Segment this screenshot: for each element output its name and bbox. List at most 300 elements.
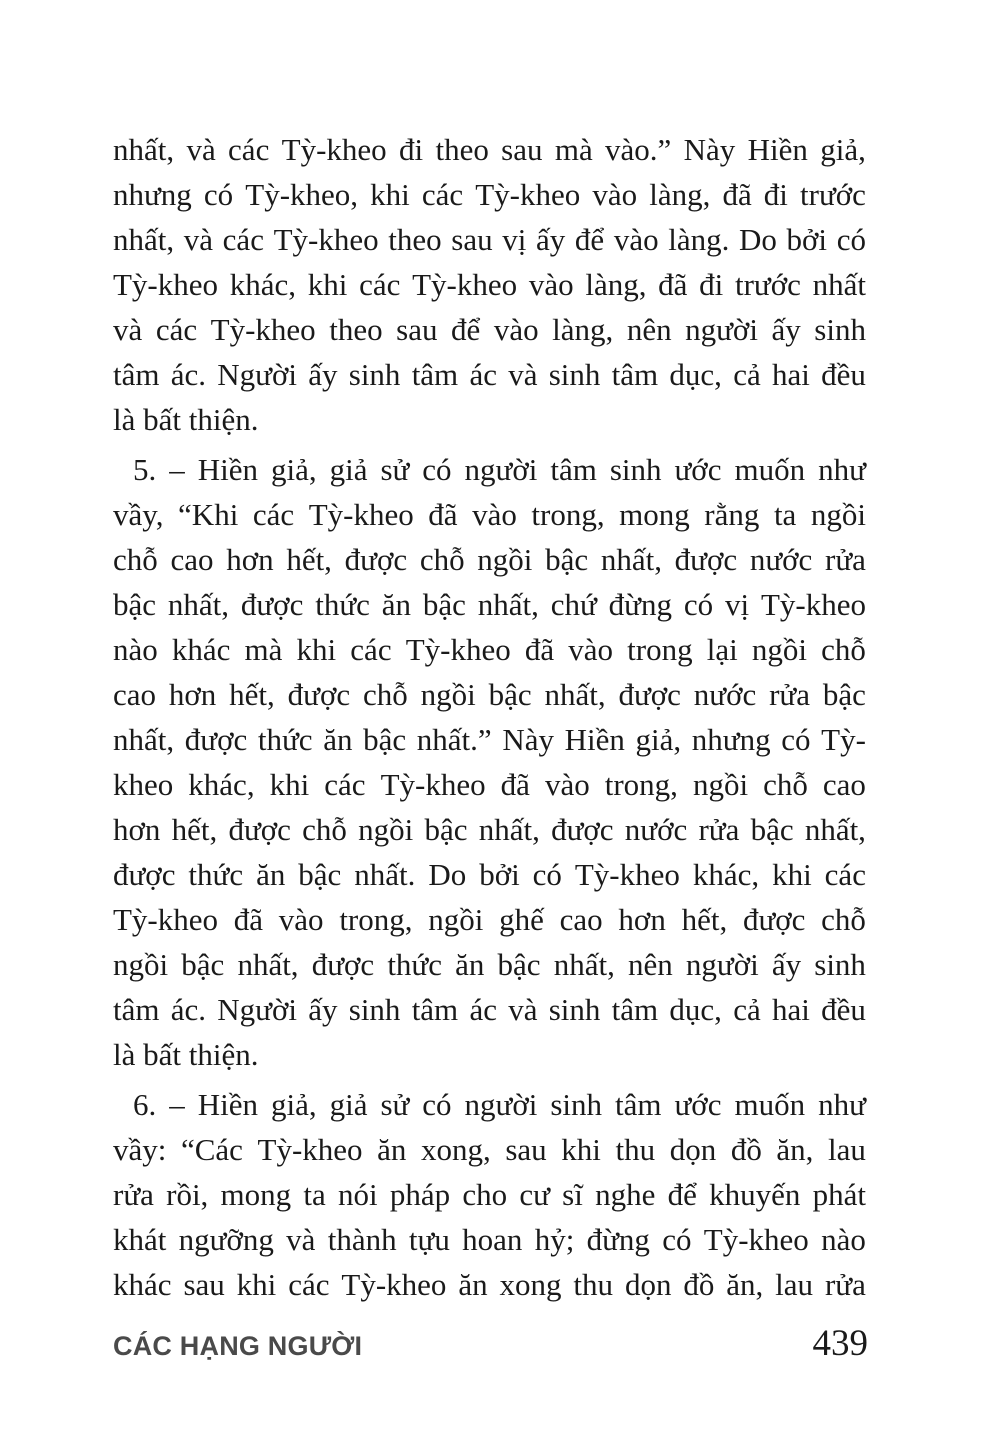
word: các [824,857,866,892]
text-line [113,1217,866,1262]
word: khác, [692,857,760,892]
word: đã [722,177,752,212]
text-line [113,807,866,852]
text-line [113,627,866,672]
word: hoan [462,1222,523,1257]
word: Này [683,132,736,167]
paragraph-section-6 [113,1082,866,1307]
word: sinh [609,452,662,487]
word: trong [627,632,693,667]
word: đã [524,632,555,667]
word: để [451,312,481,347]
word: khi [307,267,348,302]
word: làng. [668,222,730,257]
word: rửa [113,1177,154,1212]
word: nghe [595,1177,656,1212]
word: Tỳ-kheo [113,902,219,937]
word: có [422,1087,452,1122]
word: ăn [455,947,485,982]
word: rửa [825,542,866,577]
word: cư [519,1177,550,1212]
word: vầy, [113,497,164,532]
word: cả [733,357,761,392]
word: ác [469,357,497,392]
word: có [836,222,866,257]
word: Này [502,722,554,757]
word: khi [296,632,337,667]
word: nhất, [237,947,299,982]
word: đừng [608,587,672,622]
word: các [155,312,198,347]
word: giả [329,452,368,487]
word: nhất, [804,812,866,847]
text-line [113,987,866,1032]
word: nước [693,677,757,712]
word: trước [800,177,866,212]
word: đã [658,267,688,302]
word: Tỳ-kheo, [245,177,359,212]
word: Hiền [747,132,808,167]
word: vào [592,177,638,212]
word: dọn [624,1267,672,1302]
word: vào [544,767,590,802]
word: vào [278,902,324,937]
word: chỗ [419,542,465,577]
word: nhất, [113,132,175,167]
word: đã [428,497,458,532]
word: tâm [411,357,459,392]
word: ấy [771,947,802,982]
word: pháp [389,1177,451,1212]
word: nhất, [553,947,615,982]
word: xong, [421,1132,491,1167]
word: rửa [824,1267,866,1302]
word: nhất. [354,857,416,892]
text-line [113,1172,866,1217]
word: ngồi [113,947,169,982]
word: hơn [226,542,274,577]
word: Hiền [197,452,258,487]
text-line [113,447,866,492]
word: Tỳ-kheo [257,1132,363,1167]
word: người [685,312,758,347]
word: tâm [550,452,597,487]
word: cao [559,902,603,937]
word: đã [500,767,530,802]
word: người [464,452,538,487]
word: và [286,1222,316,1257]
word: 6. [133,1087,157,1122]
word: các [228,132,270,167]
word: bởi [479,857,520,892]
word: nào [113,632,158,667]
text-line [113,1082,866,1127]
word: 5. [133,452,157,487]
word: đi [399,132,424,167]
word: vào.” [605,132,672,167]
word: nói [338,1177,378,1212]
word: vào [472,497,517,532]
word: đồ [730,1132,762,1167]
word: nhất, [113,722,175,757]
text-line [113,582,866,627]
word: như [818,1087,866,1122]
word: sau [505,1132,547,1167]
word: Tỳ-kheo [308,497,414,532]
word: thu [615,1132,656,1167]
word: đều [821,357,866,392]
word: Hiền [197,1087,258,1122]
word: rằng [704,497,760,532]
word: mong [220,1177,292,1212]
word: nhất, [600,542,662,577]
word: Tỳ-kheo [412,267,518,302]
word: có [683,587,714,622]
word: Tỳ-kheo [341,1267,447,1302]
word: sử [380,452,410,487]
word: chỗ [302,812,347,847]
word: được [344,542,408,577]
word: ta [773,497,797,532]
text-line [113,897,866,942]
word: hai [771,992,810,1027]
word: tựu [408,1222,450,1257]
word: rửa [698,812,740,847]
word: nên [626,312,672,347]
word: nhất, [544,677,606,712]
word: bậc [181,947,225,982]
word: làng, [552,312,614,347]
word: mà [244,632,283,667]
word: ấy [308,992,338,1027]
word: và [508,992,538,1027]
word: được [618,677,681,712]
word: bậc [497,947,541,982]
word: trước [735,267,801,302]
word: ngồi [692,767,749,802]
word: theo [388,222,442,257]
word: Tỳ-kheo [475,177,581,212]
page-footer [113,1322,868,1364]
word: được [184,722,248,757]
word: ngồi [810,497,866,532]
word: bậc [750,812,794,847]
word: rửa [769,677,810,712]
word: để [574,222,605,257]
word: nhất, [113,222,175,257]
word: khác, [229,267,297,302]
text-line [113,672,866,717]
word: hỷ; [534,1222,575,1257]
word: các [359,267,401,302]
word: được [287,677,351,712]
word: sử [380,1087,410,1122]
word: để [667,1177,697,1212]
word: khác [171,632,231,667]
word: sinh [348,357,401,392]
word: thu [573,1267,614,1302]
paragraph-continuation [113,127,866,442]
word: và [508,357,538,392]
word: hết, [681,902,728,937]
word: vào [568,632,614,667]
word: tâm [411,992,459,1027]
word: khi [772,857,812,892]
word: Tỳ-kheo [760,587,866,622]
word: được [551,812,614,847]
text-line [113,127,866,172]
word: được [113,857,176,892]
word: có [422,452,452,487]
word: thức [257,722,313,757]
word: vị [502,222,527,257]
word: bậc [424,812,468,847]
word: mong [619,497,690,532]
word: hai [771,357,810,392]
word: thức [315,587,370,622]
word: khi [370,177,410,212]
word: chứ [550,587,597,622]
word: ăn [458,1267,488,1302]
word: bậc [363,722,407,757]
word: ăn, [726,1267,764,1302]
word: dục, [669,992,722,1027]
word: Tỳ-kheo [113,267,219,302]
word: đi [763,177,788,212]
word: được [311,947,375,982]
word: bậc [113,587,157,622]
word: ước [674,1087,722,1122]
word: bởi [786,222,828,257]
word: tâm [611,357,659,392]
text-line [113,492,866,537]
word: Tỳ-kheo [273,222,379,257]
word: có [203,177,234,212]
word: Người [217,992,297,1027]
word: chỗ [113,542,158,577]
word: Tỳ-kheo [405,632,511,667]
text-line [113,1127,866,1172]
word: Tỳ- [821,722,866,757]
word: bậc [822,677,866,712]
word: nên [627,947,673,982]
word: Tỳ-kheo [574,857,680,892]
word: được [240,587,304,622]
word: tâm [113,992,160,1027]
word: hết, [229,677,275,712]
word: ăn [381,587,412,622]
text-line [113,307,866,352]
word: đồ [683,1267,715,1302]
word: trong, [604,767,678,802]
word: khi [561,1132,601,1167]
word: cao [170,542,214,577]
word: và [113,312,143,347]
text-line [113,172,866,217]
word: nào [821,1222,866,1257]
word: ngồi [751,632,807,667]
word: tâm [615,1087,662,1122]
word: nước [624,812,688,847]
word: giả [329,1087,368,1122]
word: sau [396,312,438,347]
word: muốn [734,452,806,487]
word: vào [493,312,539,347]
word: đều [821,992,866,1027]
word: hết, [286,542,332,577]
word: ăn [323,722,353,757]
word: ta [303,1177,326,1212]
word: Do [428,857,467,892]
word: chỗ [821,902,866,937]
word: sinh [550,1087,603,1122]
word: nhất.” [416,722,492,757]
word: khuyến [709,1177,801,1212]
word: ấy [771,312,801,347]
word: ăn [377,1132,407,1167]
word: bậc [488,677,532,712]
word: sau [183,1267,225,1302]
word: Tỳ-kheo [210,312,316,347]
word: ăn [256,857,286,892]
word: và [183,222,214,257]
word: ngưỡng [178,1222,274,1257]
word: “Các [180,1132,243,1167]
word: muốn [734,1087,806,1122]
word: giả, [635,722,682,757]
word: người [685,947,759,982]
word: Tỳ-kheo [281,132,387,167]
word: giả, [270,1087,317,1122]
word: Tỳ-kheo [703,1222,809,1257]
word: nhất, [167,587,230,622]
word: ác [469,992,497,1027]
word: đã [233,902,264,937]
word: ấy [536,222,566,257]
paragraph-section-5 [113,447,866,1077]
word: đi [699,267,724,302]
word: Người [217,357,297,392]
word: dọn [669,1132,717,1167]
word: thành [327,1222,397,1257]
word: vào [528,267,574,302]
word: ăn, [776,1132,814,1167]
word: sinh [548,357,601,392]
word: ghế [499,902,544,937]
running-title: CÁC HẠNG NGƯỜI [113,1331,363,1361]
word: khát [113,1222,167,1257]
word: sinh [814,947,866,982]
word: vầy: [113,1132,167,1167]
word: cho [462,1177,508,1212]
word: trong, [339,902,413,937]
word: ác. [170,992,207,1027]
word: bậc [422,587,466,622]
word: “Khi [178,497,239,532]
word: cao [113,677,157,712]
word: đừng [586,1222,650,1257]
word: cả [733,992,761,1027]
word: hơn [168,677,217,712]
word: ấy [308,357,338,392]
word: sau [451,222,493,257]
text-block [113,127,866,1312]
word: tâm [113,357,160,392]
word: chỗ [821,632,866,667]
word: khi [236,1267,277,1302]
word: rồi, [166,1177,209,1212]
word: như [818,452,866,487]
word: nhất, [478,812,540,847]
word: Do [739,222,777,257]
text-line [113,1262,866,1307]
word: hết, [171,812,218,847]
word: được [742,902,806,937]
word: khác, [188,767,255,802]
word: nhất [812,267,866,302]
word: sinh [814,312,866,347]
word: được [674,542,738,577]
word: các [324,767,366,802]
word: có [781,722,811,757]
word: nhưng [113,177,192,212]
word: trong, [531,497,605,532]
text-line [113,262,866,307]
word: bậc [298,857,342,892]
word: lau [775,1267,814,1302]
word: các [222,222,264,257]
word: xong [499,1267,562,1302]
text-line [113,537,866,582]
word: giả, [270,452,317,487]
text-line: là bất thiện. [113,402,259,437]
word: người [464,1087,538,1122]
word: khi [269,767,310,802]
text-line [113,942,866,987]
word: Tỳ-kheo [380,767,486,802]
word: hơn [618,902,666,937]
word: giả, [820,132,866,167]
word: ngồi [358,812,414,847]
word: lại [706,632,738,667]
word: thức [387,947,442,982]
word: chỗ [362,677,408,712]
word: ác. [170,357,207,392]
text-line [113,852,866,897]
word: ngồi [428,902,484,937]
word: các [421,177,464,212]
page-number: 439 [812,1323,868,1364]
word: ngồi [420,677,476,712]
word: sĩ [562,1177,583,1212]
word: có [532,857,562,892]
word: bậc [545,542,589,577]
word: Hiền [564,722,625,757]
word: – [169,452,185,487]
word: theo [329,312,383,347]
word: ngồi [477,542,533,577]
word: các [288,1267,330,1302]
word: ước [674,452,722,487]
word: được [228,812,291,847]
text-line [113,717,866,762]
word: cao [822,767,866,802]
text-line [113,352,866,397]
word: vào [613,222,659,257]
word: nước [749,542,813,577]
word: các [350,632,392,667]
word: mà [554,132,593,167]
